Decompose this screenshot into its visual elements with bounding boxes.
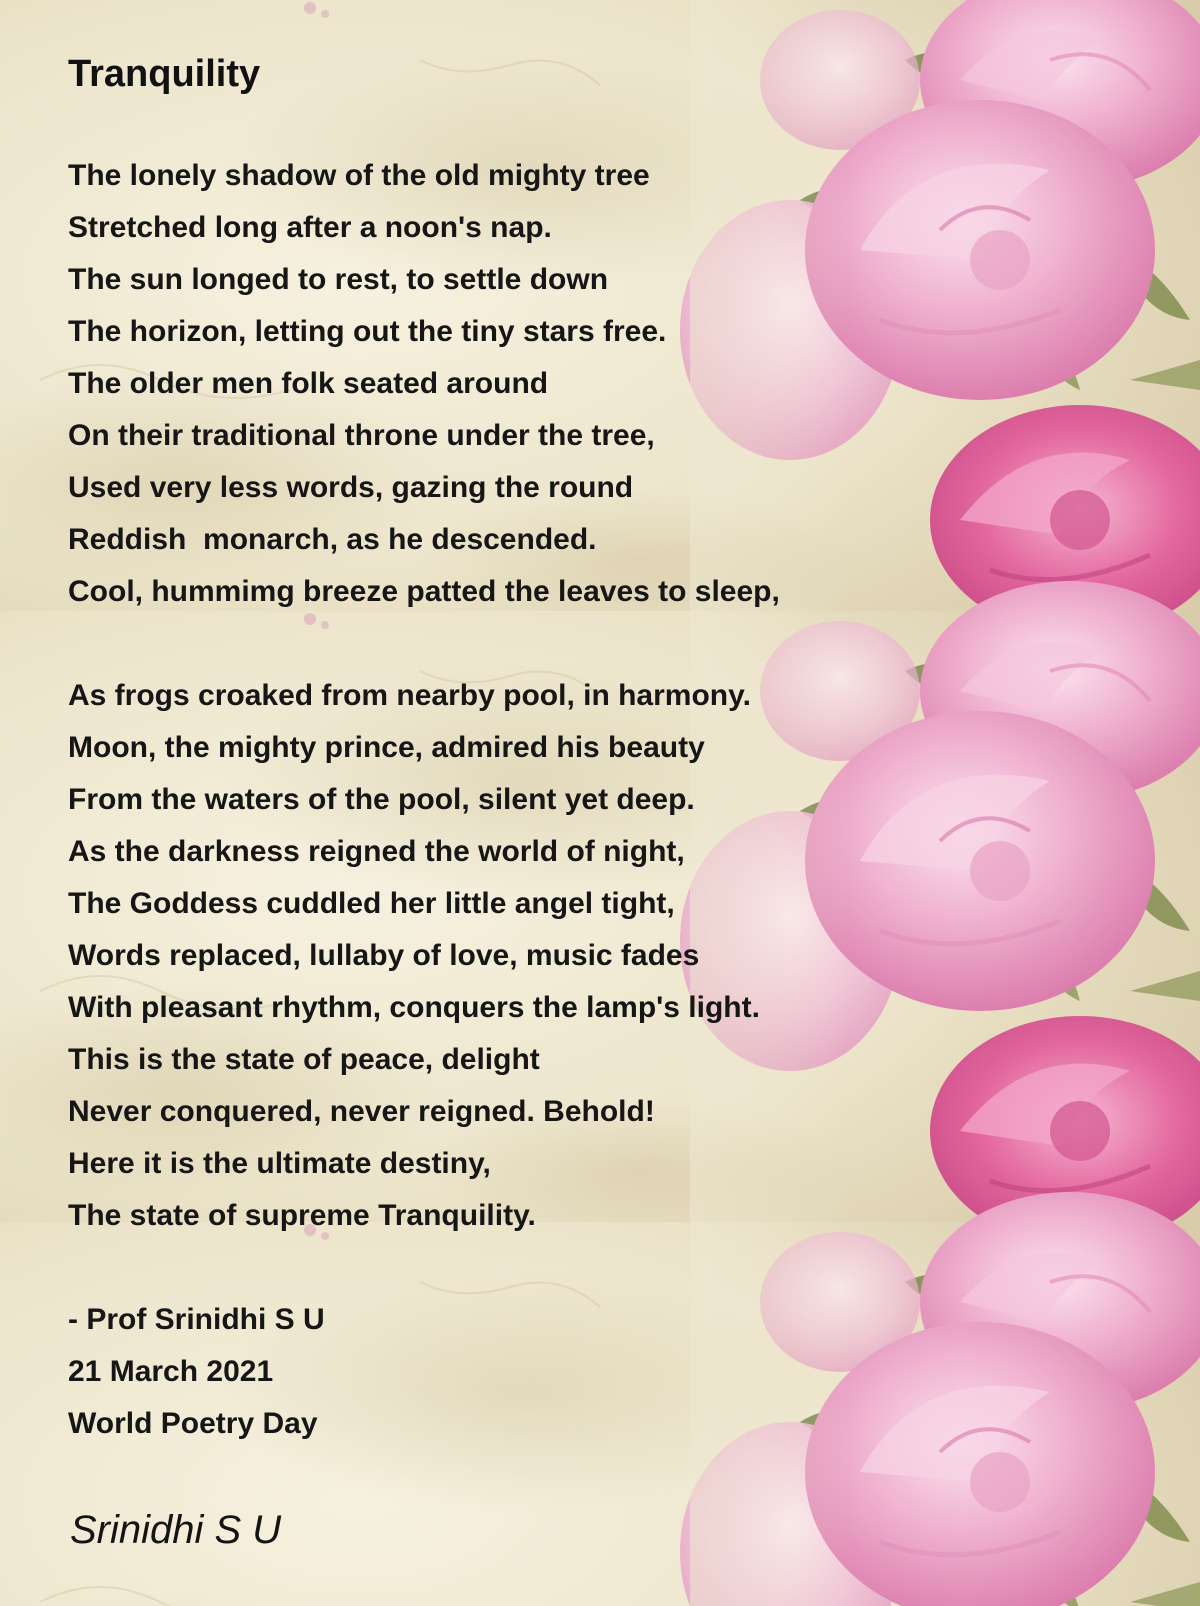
poem-line: Reddish monarch, as he descended. — [68, 523, 597, 556]
poem-line: Here it is the ultimate destiny, — [68, 1147, 491, 1180]
stanza-break — [68, 618, 780, 670]
poem-line: The horizon, letting out the tiny stars free. — [68, 315, 667, 348]
poem-line: Used very less words, gazing the round — [68, 471, 634, 504]
author-signature: Srinidhi S U — [70, 1508, 282, 1552]
poem-line: Words replaced, lullaby of love, music fades — [68, 939, 700, 972]
poem-line: The state of supreme Tranquility. — [68, 1199, 536, 1232]
poem-line: Stretched long after a noon's nap. — [68, 211, 552, 244]
poem-line: As the darkness reigned the world of night, — [68, 835, 685, 868]
stanza-break — [68, 1242, 780, 1294]
poem-line: This is the state of peace, delight — [68, 1043, 540, 1076]
poem-title: Tranquility — [68, 53, 261, 95]
poem-lines — [68, 150, 780, 1450]
poem-line: The lonely shadow of the old mighty tree — [68, 159, 650, 192]
poem-line: Never conquered, never reigned. Behold! — [68, 1095, 655, 1128]
author-credit: - Prof Srinidhi S U — [68, 1303, 325, 1336]
occasion: World Poetry Day — [68, 1407, 318, 1440]
poem-line: Cool, hummimg breeze patted the leaves to sleep, — [68, 575, 780, 608]
poem-line: On their traditional throne under the tree, — [68, 419, 655, 452]
poem-line: The sun longed to rest, to settle down — [68, 263, 609, 296]
poem-line: The older men folk seated around — [68, 367, 549, 400]
poem-date: 21 March 2021 — [68, 1355, 274, 1388]
poem-line: With pleasant rhythm, conquers the lamp's light. — [68, 991, 760, 1024]
poem-line: As frogs croaked from nearby pool, in harmony. — [68, 679, 751, 712]
poem-line: The Goddess cuddled her little angel tight, — [68, 887, 675, 920]
poem-line: From the waters of the pool, silent yet deep. — [68, 783, 695, 816]
poem-line: Moon, the mighty prince, admired his beauty — [68, 731, 705, 764]
